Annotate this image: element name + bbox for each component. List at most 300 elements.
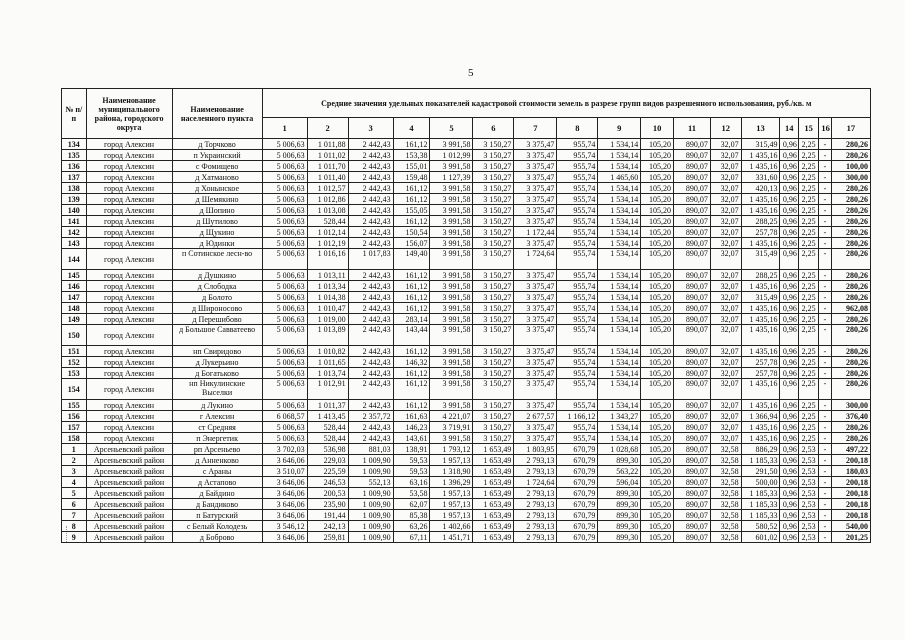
value-cell-col-4: 161,12 bbox=[393, 292, 430, 303]
settlement-cell: д Юдинки bbox=[172, 238, 262, 249]
value-cell-col-15: 2,25 bbox=[798, 161, 818, 172]
value-cell-col-15: 2,53 bbox=[798, 532, 818, 543]
value-cell-col-16: - bbox=[819, 172, 831, 183]
value-cell-col-10: 105,20 bbox=[641, 281, 674, 292]
value-cell-col-5: 1 012,99 bbox=[430, 150, 473, 161]
row-number: 142 bbox=[62, 227, 87, 238]
value-cell-col-14: 0,96 bbox=[780, 455, 798, 466]
value-cell-col-17: 280,26 bbox=[831, 314, 870, 325]
row-number: 138 bbox=[62, 183, 87, 194]
settlement-cell: д Торчково bbox=[172, 139, 262, 150]
value-cell-col-8: 955,74 bbox=[557, 346, 598, 357]
header-number: № п/п bbox=[62, 89, 87, 139]
value-cell-col-10: 105,20 bbox=[641, 183, 674, 194]
value-cell-col-7: 3 375,47 bbox=[514, 325, 557, 346]
value-cell-col-3: 1 009,90 bbox=[348, 455, 393, 466]
row-number: 9 bbox=[62, 532, 87, 543]
column-header-10: 10 bbox=[641, 118, 674, 139]
value-cell-col-8: 955,74 bbox=[557, 150, 598, 161]
value-cell-col-5: 3 991,58 bbox=[430, 249, 473, 270]
value-cell-col-14: 0,96 bbox=[780, 411, 798, 422]
value-cell-col-3: 2 442,43 bbox=[348, 281, 393, 292]
value-cell-col-9: 1 534,14 bbox=[598, 238, 641, 249]
value-cell-col-13: 1 435,16 bbox=[741, 325, 780, 346]
value-cell-col-10: 105,20 bbox=[641, 368, 674, 379]
value-cell-col-12: 32,58 bbox=[710, 477, 741, 488]
value-cell-col-6: 1 653,49 bbox=[473, 488, 514, 499]
value-cell-col-5: 1 396,29 bbox=[430, 477, 473, 488]
value-cell-col-6: 1 653,49 bbox=[473, 455, 514, 466]
column-header-4: 4 bbox=[393, 118, 430, 139]
column-header-17: 17 bbox=[831, 118, 870, 139]
row-number: 136 bbox=[62, 161, 87, 172]
value-cell-col-7: 2 677,57 bbox=[514, 411, 557, 422]
value-cell-col-8: 670,79 bbox=[557, 499, 598, 510]
value-cell-col-11: 890,07 bbox=[674, 161, 711, 172]
value-cell-col-4: 159,48 bbox=[393, 172, 430, 183]
column-header-12: 12 bbox=[710, 118, 741, 139]
value-cell-col-15: 2,25 bbox=[798, 325, 818, 346]
table-row bbox=[62, 422, 871, 433]
row-number: 3 bbox=[62, 466, 87, 477]
district-cell: город Алексин bbox=[86, 249, 172, 270]
value-cell-col-2: 1 413,45 bbox=[307, 411, 348, 422]
value-cell-col-9: 899,30 bbox=[598, 510, 641, 521]
row-number: 149 bbox=[62, 314, 87, 325]
value-cell-col-5: 4 221,07 bbox=[430, 411, 473, 422]
value-cell-col-9: 1 534,14 bbox=[598, 161, 641, 172]
value-cell-col-6: 1 653,49 bbox=[473, 521, 514, 532]
value-cell-col-17: 280,26 bbox=[831, 346, 870, 357]
settlement-cell: п Украинский bbox=[172, 150, 262, 161]
value-cell-col-12: 32,07 bbox=[710, 139, 741, 150]
cadastral-value-table bbox=[61, 88, 871, 543]
value-cell-col-14: 0,96 bbox=[780, 368, 798, 379]
value-cell-col-3: 1 017,83 bbox=[348, 249, 393, 270]
row-number: 154 bbox=[62, 379, 87, 400]
value-cell-col-8: 955,74 bbox=[557, 227, 598, 238]
value-cell-col-11: 890,07 bbox=[674, 314, 711, 325]
value-cell-col-11: 890,07 bbox=[674, 292, 711, 303]
value-cell-col-2: 1 012,91 bbox=[307, 379, 348, 400]
value-cell-col-11: 890,07 bbox=[674, 183, 711, 194]
value-cell-col-9: 1 534,14 bbox=[598, 150, 641, 161]
value-cell-col-15: 2,25 bbox=[798, 238, 818, 249]
value-cell-col-12: 32,58 bbox=[710, 444, 741, 455]
value-cell-col-12: 32,07 bbox=[710, 346, 741, 357]
value-cell-col-14: 0,96 bbox=[780, 466, 798, 477]
value-cell-col-10: 105,20 bbox=[641, 227, 674, 238]
value-cell-col-1: 5 006,63 bbox=[262, 346, 307, 357]
value-cell-col-3: 2 442,43 bbox=[348, 292, 393, 303]
value-cell-col-3: 1 009,90 bbox=[348, 499, 393, 510]
row-number: 134 bbox=[62, 139, 87, 150]
column-header-5: 5 bbox=[430, 118, 473, 139]
table-row bbox=[62, 488, 871, 499]
value-cell-col-3: 2 442,43 bbox=[348, 150, 393, 161]
value-cell-col-5: 3 991,58 bbox=[430, 183, 473, 194]
value-cell-col-2: 528,44 bbox=[307, 216, 348, 227]
value-cell-col-7: 3 375,47 bbox=[514, 357, 557, 368]
value-cell-col-6: 3 150,27 bbox=[473, 433, 514, 444]
value-cell-col-10: 105,20 bbox=[641, 161, 674, 172]
value-cell-col-6: 3 150,27 bbox=[473, 379, 514, 400]
value-cell-col-1: 5 006,63 bbox=[262, 249, 307, 270]
value-cell-col-13: 315,49 bbox=[741, 139, 780, 150]
settlement-cell: д Богатьково bbox=[172, 368, 262, 379]
value-cell-col-10: 105,20 bbox=[641, 249, 674, 270]
value-cell-col-10: 105,20 bbox=[641, 422, 674, 433]
value-cell-col-13: 420,13 bbox=[741, 183, 780, 194]
value-cell-col-15: 2,53 bbox=[798, 499, 818, 510]
value-cell-col-4: 156,07 bbox=[393, 238, 430, 249]
settlement-cell: с Араны bbox=[172, 466, 262, 477]
value-cell-col-5: 1 793,12 bbox=[430, 444, 473, 455]
column-header-14: 14 bbox=[780, 118, 798, 139]
value-cell-col-13: 500,00 bbox=[741, 477, 780, 488]
district-cell: Арсеньевский район bbox=[86, 477, 172, 488]
value-cell-col-6: 3 150,27 bbox=[473, 227, 514, 238]
value-cell-col-1: 5 006,63 bbox=[262, 325, 307, 346]
table-row bbox=[62, 303, 871, 314]
value-cell-col-14: 0,96 bbox=[780, 205, 798, 216]
value-cell-col-8: 955,74 bbox=[557, 238, 598, 249]
value-cell-col-3: 2 442,43 bbox=[348, 303, 393, 314]
row-number: 140 bbox=[62, 205, 87, 216]
district-cell: город Алексин bbox=[86, 205, 172, 216]
value-cell-col-12: 32,58 bbox=[710, 499, 741, 510]
value-cell-col-12: 32,07 bbox=[710, 216, 741, 227]
value-cell-col-5: 1 957,13 bbox=[430, 488, 473, 499]
value-cell-col-3: 2 442,43 bbox=[348, 205, 393, 216]
value-cell-col-15: 2,25 bbox=[798, 433, 818, 444]
value-cell-col-12: 32,58 bbox=[710, 521, 741, 532]
column-header-15: 15 bbox=[798, 118, 818, 139]
settlement-cell: д Лукерьино bbox=[172, 357, 262, 368]
value-cell-col-8: 955,74 bbox=[557, 303, 598, 314]
value-cell-col-7: 3 375,47 bbox=[514, 346, 557, 357]
value-cell-col-5: 3 991,58 bbox=[430, 292, 473, 303]
value-cell-col-16: - bbox=[819, 411, 831, 422]
value-cell-col-15: 2,25 bbox=[798, 411, 818, 422]
value-cell-col-16: - bbox=[819, 249, 831, 270]
settlement-cell: д Анненково bbox=[172, 455, 262, 466]
value-cell-col-8: 955,74 bbox=[557, 422, 598, 433]
value-cell-col-13: 1 185,33 bbox=[741, 488, 780, 499]
value-cell-col-9: 1 534,14 bbox=[598, 400, 641, 411]
value-cell-col-13: 1 435,16 bbox=[741, 346, 780, 357]
settlement-cell: с Белый Колодезь bbox=[172, 521, 262, 532]
value-cell-col-8: 955,74 bbox=[557, 249, 598, 270]
value-cell-col-9: 1 534,14 bbox=[598, 379, 641, 400]
value-cell-col-5: 3 991,58 bbox=[430, 194, 473, 205]
value-cell-col-12: 32,07 bbox=[710, 357, 741, 368]
settlement-cell: п Сотинское лесн-во bbox=[172, 249, 262, 270]
value-cell-col-17: 200,18 bbox=[831, 477, 870, 488]
column-header-13: 13 bbox=[741, 118, 780, 139]
value-cell-col-17: 280,26 bbox=[831, 368, 870, 379]
value-cell-col-1: 3 646,06 bbox=[262, 499, 307, 510]
district-cell: город Алексин bbox=[86, 161, 172, 172]
table-row bbox=[62, 499, 871, 510]
value-cell-col-8: 955,74 bbox=[557, 292, 598, 303]
value-cell-col-2: 528,44 bbox=[307, 422, 348, 433]
value-cell-col-17: 376,40 bbox=[831, 411, 870, 422]
value-cell-col-9: 1 534,14 bbox=[598, 281, 641, 292]
settlement-cell: д Лукино bbox=[172, 400, 262, 411]
value-cell-col-5: 3 991,58 bbox=[430, 227, 473, 238]
value-cell-col-5: 1 318,90 bbox=[430, 466, 473, 477]
value-cell-col-16: - bbox=[819, 466, 831, 477]
district-cell: город Алексин bbox=[86, 368, 172, 379]
value-cell-col-17: 280,26 bbox=[831, 216, 870, 227]
value-cell-col-16: - bbox=[819, 270, 831, 281]
value-cell-col-3: 1 009,90 bbox=[348, 488, 393, 499]
value-cell-col-3: 2 442,43 bbox=[348, 227, 393, 238]
value-cell-col-6: 3 150,27 bbox=[473, 205, 514, 216]
value-cell-col-4: 161,12 bbox=[393, 281, 430, 292]
value-cell-col-8: 670,79 bbox=[557, 488, 598, 499]
value-cell-col-6: 1 653,49 bbox=[473, 444, 514, 455]
value-cell-col-17: 280,26 bbox=[831, 150, 870, 161]
value-cell-col-12: 32,07 bbox=[710, 292, 741, 303]
value-cell-col-8: 955,74 bbox=[557, 379, 598, 400]
value-cell-col-11: 890,07 bbox=[674, 346, 711, 357]
table-row bbox=[62, 466, 871, 477]
value-cell-col-2: 1 013,08 bbox=[307, 205, 348, 216]
value-cell-col-8: 670,79 bbox=[557, 477, 598, 488]
value-cell-col-8: 670,79 bbox=[557, 521, 598, 532]
value-cell-col-9: 1 534,14 bbox=[598, 303, 641, 314]
value-cell-col-6: 3 150,27 bbox=[473, 422, 514, 433]
value-cell-col-14: 0,96 bbox=[780, 139, 798, 150]
value-cell-col-11: 890,07 bbox=[674, 466, 711, 477]
value-cell-col-14: 0,96 bbox=[780, 499, 798, 510]
value-cell-col-5: 1 127,39 bbox=[430, 172, 473, 183]
value-cell-col-13: 1 435,16 bbox=[741, 422, 780, 433]
value-cell-col-13: 331,60 bbox=[741, 172, 780, 183]
value-cell-col-14: 0,96 bbox=[780, 161, 798, 172]
value-cell-col-9: 899,30 bbox=[598, 488, 641, 499]
value-cell-col-12: 32,07 bbox=[710, 183, 741, 194]
value-cell-col-16: - bbox=[819, 183, 831, 194]
row-number: 155 bbox=[62, 400, 87, 411]
value-cell-col-5: 3 991,58 bbox=[430, 139, 473, 150]
row-number: 141 bbox=[62, 216, 87, 227]
header-settlement: Наименование населенного пункта bbox=[172, 89, 262, 139]
value-cell-col-4: 143,44 bbox=[393, 325, 430, 346]
value-cell-col-17: 200,18 bbox=[831, 510, 870, 521]
value-cell-col-4: 161,12 bbox=[393, 346, 430, 357]
district-cell: город Алексин bbox=[86, 194, 172, 205]
value-cell-col-13: 1 435,16 bbox=[741, 238, 780, 249]
value-cell-col-17: 280,26 bbox=[831, 194, 870, 205]
value-cell-col-9: 596,04 bbox=[598, 477, 641, 488]
value-cell-col-4: 146,23 bbox=[393, 422, 430, 433]
value-cell-col-5: 3 991,58 bbox=[430, 346, 473, 357]
value-cell-col-7: 3 375,47 bbox=[514, 172, 557, 183]
value-cell-col-4: 59,53 bbox=[393, 466, 430, 477]
value-cell-col-11: 890,07 bbox=[674, 411, 711, 422]
table-row bbox=[62, 379, 871, 400]
value-cell-col-7: 2 793,13 bbox=[514, 466, 557, 477]
value-cell-col-3: 2 442,43 bbox=[348, 368, 393, 379]
value-cell-col-1: 5 006,63 bbox=[262, 281, 307, 292]
value-cell-col-12: 32,58 bbox=[710, 510, 741, 521]
value-cell-col-16: - bbox=[819, 521, 831, 532]
district-cell: Арсеньевский район bbox=[86, 499, 172, 510]
value-cell-col-1: 6 068,57 bbox=[262, 411, 307, 422]
settlement-cell: д Большое Савватеево bbox=[172, 325, 262, 346]
value-cell-col-15: 2,25 bbox=[798, 205, 818, 216]
value-cell-col-10: 105,20 bbox=[641, 532, 674, 543]
value-cell-col-6: 3 150,27 bbox=[473, 357, 514, 368]
value-cell-col-3: 2 442,43 bbox=[348, 325, 393, 346]
value-cell-col-12: 32,07 bbox=[710, 194, 741, 205]
value-cell-col-3: 2 357,72 bbox=[348, 411, 393, 422]
value-cell-col-9: 1 534,14 bbox=[598, 183, 641, 194]
value-cell-col-2: 1 013,11 bbox=[307, 270, 348, 281]
value-cell-col-6: 3 150,27 bbox=[473, 292, 514, 303]
header-group-title: Средние значения удельных показателей кадастровой стоимости земель в разрезе групп видов разрешенного использования, руб./кв. м bbox=[262, 89, 870, 118]
value-cell-col-17: 280,26 bbox=[831, 249, 870, 270]
district-cell: город Алексин bbox=[86, 216, 172, 227]
value-cell-col-7: 3 375,47 bbox=[514, 368, 557, 379]
settlement-cell: д Болото bbox=[172, 292, 262, 303]
value-cell-col-12: 32,07 bbox=[710, 172, 741, 183]
value-cell-col-7: 3 375,47 bbox=[514, 205, 557, 216]
value-cell-col-8: 1 166,12 bbox=[557, 411, 598, 422]
value-cell-col-2: 1 011,88 bbox=[307, 139, 348, 150]
value-cell-col-6: 3 150,27 bbox=[473, 194, 514, 205]
column-header-2: 2 bbox=[307, 118, 348, 139]
value-cell-col-14: 0,96 bbox=[780, 433, 798, 444]
value-cell-col-9: 1 465,60 bbox=[598, 172, 641, 183]
value-cell-col-17: 280,26 bbox=[831, 270, 870, 281]
value-cell-col-11: 890,07 bbox=[674, 400, 711, 411]
settlement-cell: рп Арсеньево bbox=[172, 444, 262, 455]
column-header-6: 6 bbox=[473, 118, 514, 139]
value-cell-col-13: 1 435,16 bbox=[741, 400, 780, 411]
value-cell-col-2: 1 016,16 bbox=[307, 249, 348, 270]
value-cell-col-4: 161,12 bbox=[393, 194, 430, 205]
value-cell-col-8: 955,74 bbox=[557, 216, 598, 227]
value-cell-col-6: 3 150,27 bbox=[473, 139, 514, 150]
value-cell-col-12: 32,07 bbox=[710, 150, 741, 161]
row-number: 135 bbox=[62, 150, 87, 161]
value-cell-col-3: 2 442,43 bbox=[348, 314, 393, 325]
value-cell-col-1: 5 006,63 bbox=[262, 357, 307, 368]
table-row bbox=[62, 314, 871, 325]
value-cell-col-4: 283,14 bbox=[393, 314, 430, 325]
row-number: 8 bbox=[62, 521, 87, 532]
row-number: 148 bbox=[62, 303, 87, 314]
district-cell: Арсеньевский район bbox=[86, 510, 172, 521]
value-cell-col-15: 2,25 bbox=[798, 227, 818, 238]
value-cell-col-2: 1 011,02 bbox=[307, 150, 348, 161]
value-cell-col-14: 0,96 bbox=[780, 270, 798, 281]
value-cell-col-1: 5 006,63 bbox=[262, 292, 307, 303]
value-cell-col-10: 105,20 bbox=[641, 172, 674, 183]
district-cell: город Алексин bbox=[86, 303, 172, 314]
value-cell-col-14: 0,96 bbox=[780, 400, 798, 411]
district-cell: город Алексин bbox=[86, 314, 172, 325]
value-cell-col-11: 890,07 bbox=[674, 368, 711, 379]
value-cell-col-11: 890,07 bbox=[674, 249, 711, 270]
value-cell-col-9: 899,30 bbox=[598, 532, 641, 543]
value-cell-col-13: 1 435,16 bbox=[741, 303, 780, 314]
value-cell-col-6: 1 653,49 bbox=[473, 510, 514, 521]
value-cell-col-10: 105,20 bbox=[641, 194, 674, 205]
value-cell-col-13: 1 185,33 bbox=[741, 455, 780, 466]
value-cell-col-12: 32,07 bbox=[710, 400, 741, 411]
value-cell-col-8: 670,79 bbox=[557, 455, 598, 466]
row-number: 7 bbox=[62, 510, 87, 521]
settlement-cell: д Байдино bbox=[172, 488, 262, 499]
value-cell-col-17: 962,08 bbox=[831, 303, 870, 314]
value-cell-col-3: 2 442,43 bbox=[348, 194, 393, 205]
value-cell-col-13: 1 435,16 bbox=[741, 161, 780, 172]
value-cell-col-10: 105,20 bbox=[641, 303, 674, 314]
settlement-cell: д Шутилово bbox=[172, 216, 262, 227]
value-cell-col-3: 2 442,43 bbox=[348, 139, 393, 150]
value-cell-col-7: 2 793,13 bbox=[514, 455, 557, 466]
value-cell-col-2: 259,81 bbox=[307, 532, 348, 543]
value-cell-col-12: 32,07 bbox=[710, 379, 741, 400]
value-cell-col-9: 1 534,14 bbox=[598, 216, 641, 227]
value-cell-col-7: 3 375,47 bbox=[514, 216, 557, 227]
value-cell-col-2: 1 013,89 bbox=[307, 325, 348, 346]
value-cell-col-3: 881,03 bbox=[348, 444, 393, 455]
value-cell-col-4: 85,38 bbox=[393, 510, 430, 521]
value-cell-col-12: 32,07 bbox=[710, 281, 741, 292]
value-cell-col-9: 1 534,14 bbox=[598, 422, 641, 433]
value-cell-col-1: 5 006,63 bbox=[262, 172, 307, 183]
value-cell-col-14: 0,96 bbox=[780, 314, 798, 325]
settlement-cell: д Боброво bbox=[172, 532, 262, 543]
value-cell-col-2: 528,44 bbox=[307, 433, 348, 444]
value-cell-col-11: 890,07 bbox=[674, 499, 711, 510]
value-cell-col-15: 2,53 bbox=[798, 466, 818, 477]
table-row bbox=[62, 411, 871, 422]
value-cell-col-17: 200,18 bbox=[831, 455, 870, 466]
value-cell-col-8: 955,74 bbox=[557, 400, 598, 411]
value-cell-col-16: - bbox=[819, 292, 831, 303]
value-cell-col-7: 3 375,47 bbox=[514, 400, 557, 411]
value-cell-col-10: 105,20 bbox=[641, 400, 674, 411]
value-cell-col-12: 32,07 bbox=[710, 314, 741, 325]
value-cell-col-2: 1 010,47 bbox=[307, 303, 348, 314]
value-cell-col-3: 2 442,43 bbox=[348, 379, 393, 400]
column-header-3: 3 bbox=[348, 118, 393, 139]
value-cell-col-7: 3 375,47 bbox=[514, 303, 557, 314]
value-cell-col-13: 1 185,33 bbox=[741, 510, 780, 521]
value-cell-col-1: 5 006,63 bbox=[262, 433, 307, 444]
value-cell-col-11: 890,07 bbox=[674, 325, 711, 346]
value-cell-col-12: 32,58 bbox=[710, 532, 741, 543]
value-cell-col-11: 890,07 bbox=[674, 216, 711, 227]
district-cell: Арсеньевский район bbox=[86, 488, 172, 499]
value-cell-col-6: 3 150,27 bbox=[473, 270, 514, 281]
value-cell-col-13: 1 435,16 bbox=[741, 433, 780, 444]
row-number: 1 bbox=[62, 444, 87, 455]
value-cell-col-5: 1 957,13 bbox=[430, 510, 473, 521]
value-cell-col-12: 32,07 bbox=[710, 303, 741, 314]
value-cell-col-8: 955,74 bbox=[557, 194, 598, 205]
value-cell-col-6: 3 150,27 bbox=[473, 314, 514, 325]
value-cell-col-10: 105,20 bbox=[641, 379, 674, 400]
value-cell-col-15: 2,53 bbox=[798, 444, 818, 455]
